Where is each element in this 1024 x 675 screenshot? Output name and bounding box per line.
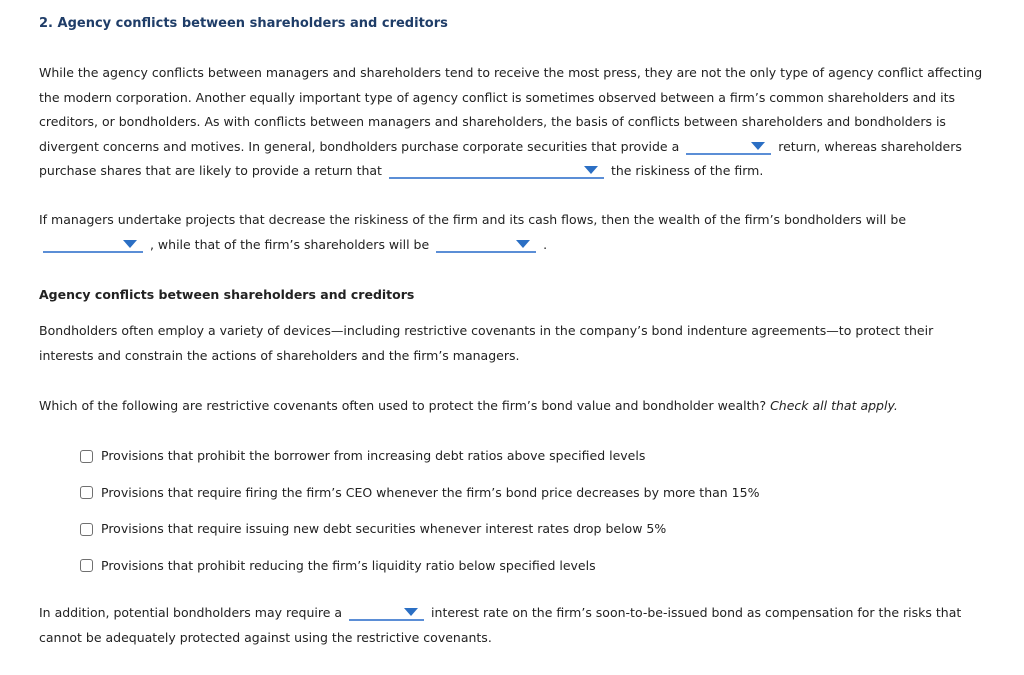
intro-text-b: return, whereas shareholders purchase shares that are likely to provide a return that — [39, 138, 962, 179]
risk-text-a: If managers undertake projects that decrease the riskiness of the firm and its cash flows, then the wealth of the firm’s bondholders will be — [39, 212, 907, 227]
shareholder-return-dropdown[interactable] — [389, 163, 604, 179]
chevron-down-icon — [751, 142, 765, 150]
interest-text-a: In addition, potential bondholders may require a — [39, 605, 343, 620]
covenant-question — [39, 394, 984, 419]
chevron-down-icon — [123, 240, 137, 248]
option-checkbox[interactable] — [80, 523, 93, 536]
intro-paragraph — [39, 61, 984, 184]
option-label: Provisions that prohibit reducing the firm’s liquidity ratio below specified levels — [101, 557, 596, 573]
chevron-down-icon — [584, 166, 598, 174]
covenants-paragraph: Bondholders often employ a variety of devices—including restrictive covenants in the company’s bond indenture agreements—to protect their interests and constrain the actions of shareholders and the firm’s managers. — [39, 323, 934, 363]
option-row[interactable] — [80, 438, 759, 475]
question-text: Which of the following are restrictive covenants often used to protect the firm’s bond value and bondholder wealth? — [39, 398, 767, 413]
risk-text-c: . — [543, 236, 548, 252]
option-checkbox[interactable] — [80, 559, 93, 572]
option-row[interactable] — [80, 511, 759, 548]
option-row[interactable] — [80, 475, 759, 512]
option-checkbox[interactable] — [80, 486, 93, 499]
section-subheading: Agency conflicts between shareholders and creditors — [39, 287, 415, 302]
risk-text-b: , while that of the firm’s shareholders will be — [149, 236, 430, 252]
interest-rate-dropdown[interactable] — [349, 605, 424, 621]
option-label: Provisions that require firing the firm’s CEO whenever the firm’s bond price decreases by more than 15% — [101, 484, 760, 500]
covenant-options — [80, 438, 759, 584]
question-instruction: Check all that apply. — [770, 398, 898, 413]
option-checkbox[interactable] — [80, 450, 93, 463]
intro-text-c: the riskiness of the firm. — [610, 163, 764, 179]
option-label: Provisions that prohibit the borrower from increasing debt ratios above specified levels — [101, 448, 646, 464]
shareholder-wealth-dropdown[interactable] — [436, 237, 536, 253]
option-row[interactable] — [80, 548, 759, 585]
chevron-down-icon — [404, 608, 418, 616]
interest-text-b: interest rate on the firm’s soon-to-be-issued bond as compensation for the risks that cannot be adequately protected against using the restrictive covenants. — [39, 605, 962, 645]
return-type-dropdown[interactable] — [686, 139, 771, 155]
intro-text-a: While the agency conflicts between managers and shareholders tend to receive the most press, they are not the only type of agency conflict affecting the modern corporation. Another equally important type of agency conflict is sometimes observed between a firm’s common shareholders and its creditors, or bondholders. As with conflicts between managers and shareholders, the basis of conflicts between shareholders and bondholders is divergent concerns and motives. In general, bondholders purchase corporate securities that provide a — [39, 65, 983, 154]
risk-paragraph — [39, 208, 984, 257]
chevron-down-icon — [516, 240, 530, 248]
interest-paragraph — [39, 601, 984, 650]
option-label: Provisions that require issuing new debt securities whenever interest rates drop below 5% — [101, 521, 667, 537]
page-title: 2. Agency conflicts between shareholders and creditors — [39, 16, 448, 31]
bondholder-wealth-dropdown[interactable] — [43, 237, 143, 253]
